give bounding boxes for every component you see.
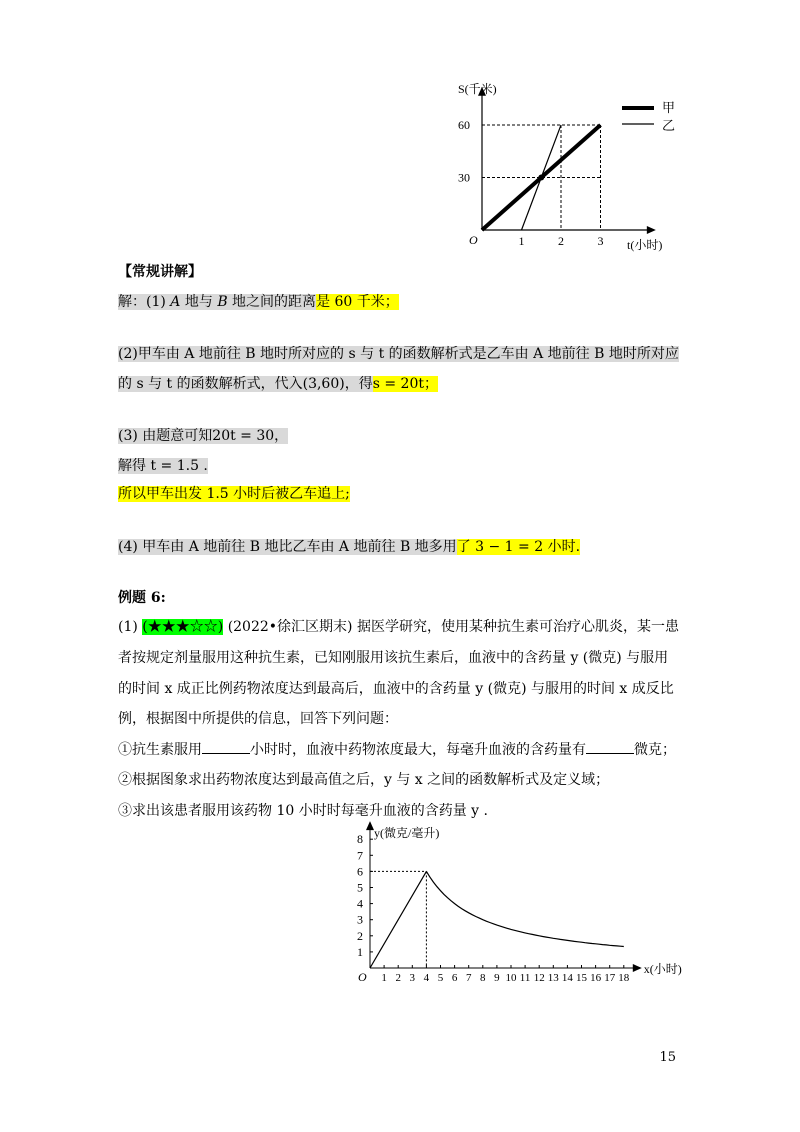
question-1	[118, 739, 676, 760]
x-tick-label-2: 2	[558, 234, 564, 248]
solution-part2-line2	[118, 374, 438, 394]
chart2-series	[370, 871, 624, 968]
series-decay-curve	[426, 871, 623, 946]
sol3-answer: 所以甲车出发 1.5 小时后被乙车追上;	[118, 486, 350, 502]
sol1-answer: 是 60 千米；	[316, 294, 399, 310]
solution-part2-line1	[118, 344, 679, 364]
question-2: ②根据图象求出药物浓度达到最高值之后，y 与 x 之间的函数解析式及定义域；	[118, 772, 610, 788]
y-tick-label-5: 5	[357, 880, 363, 895]
chart2-axes	[366, 821, 642, 972]
x-tick-label-3: 3	[597, 234, 604, 248]
y-tick-label-1: 1	[357, 944, 363, 959]
x-tick-label-14: 14	[561, 972, 573, 984]
q1-text-a: ①抗生素服用	[118, 742, 202, 758]
x-tick-label-18: 18	[618, 972, 630, 984]
section-heading: 【常规讲解】	[118, 264, 202, 280]
solution-part4	[118, 537, 580, 557]
x-axis-arrow	[647, 226, 656, 234]
sol4-answer: 了 3 − 1 = 2 小时.	[456, 539, 581, 555]
x-tick-label-10: 10	[505, 972, 517, 984]
sol2-line2-text: 的 s 与 t 的函数解析式，代入(3,60)，得	[118, 376, 373, 392]
origin-label: O	[358, 970, 367, 984]
x-tick-label-6: 6	[451, 972, 458, 984]
example-part-num: (1)	[118, 619, 138, 635]
example-para-line2: 者按规定剂量服用这种抗生素，已知刚服用该抗生素后，血液中的含药量 y (微克) 与服用	[118, 650, 669, 666]
example-para-line1	[118, 617, 679, 637]
answer-blank-amount[interactable]	[586, 739, 634, 754]
solution-part3-line1	[118, 426, 288, 446]
y-tick-label-3: 3	[357, 912, 363, 927]
chart1-legend	[622, 100, 675, 133]
x-tick-label-11: 11	[519, 972, 531, 984]
y-tick-label-30: 30	[458, 170, 470, 185]
example-para-line3: 的时间 x 成正比例药物浓度达到最高后，血液中的含药量 y (微克) 与服用的时间 x 成反比	[118, 681, 674, 697]
solution-part3-line3	[118, 484, 350, 504]
sol2-answer: s = 20t；	[372, 376, 438, 392]
y-axis-label: y(微克/毫升)	[374, 826, 440, 840]
y-tick-label-8: 8	[357, 832, 363, 847]
x-tick-label-5: 5	[437, 972, 444, 984]
solution-part3-line2	[118, 456, 208, 476]
question-3: ③求出该患者服用该药物 10 小时时每毫升血液的含药量 y .	[118, 803, 488, 819]
y-axis-arrow	[366, 821, 374, 830]
x-tick-label-15: 15	[576, 972, 587, 984]
x-tick-label-3: 3	[409, 972, 416, 984]
sol1-d: 地之间的距离	[227, 294, 317, 310]
intersection-point	[538, 175, 544, 181]
x-tick-label-17: 17	[604, 972, 616, 984]
q1-text-c: 微克；	[634, 742, 676, 758]
x-tick-label-16: 16	[590, 972, 602, 984]
example-title: 例题 6:	[118, 590, 166, 606]
y-tick-label-7: 7	[357, 848, 363, 863]
x-axis-arrow	[633, 964, 642, 972]
x-tick-label-1: 1	[381, 972, 387, 984]
example-para-line4: 例，根据图中所提供的信息，回答下列问题：	[118, 711, 398, 727]
sol1-b: 地与	[180, 294, 218, 310]
x-tick-label-12: 12	[533, 972, 545, 984]
y-tick-label-6: 6	[357, 864, 363, 879]
y-tick-label-2: 2	[357, 928, 363, 943]
y-axis-label: S(千米)	[458, 81, 497, 96]
x-tick-label-13: 13	[547, 972, 559, 984]
x-tick-label-4: 4	[423, 972, 430, 984]
sol1-a: A	[170, 294, 181, 310]
sol1-prefix: 解：(1)	[118, 294, 171, 310]
example-line1-text: (2022•徐汇区期末) 据医学研究，使用某种抗生素可治疗心肌炎，某一患	[227, 619, 679, 635]
y-tick-label-60: 60	[458, 118, 470, 132]
difficulty-stars: (★★★☆☆)	[142, 619, 224, 635]
sol1-c: B	[217, 294, 228, 310]
sol3-line1-text: (3) 由题意可知20t = 30，	[118, 428, 289, 444]
drug-concentration-chart	[335, 825, 680, 995]
x-tick-label-8: 8	[480, 972, 486, 984]
sol3-line2-text: 解得 t = 1.5 .	[118, 458, 208, 474]
x-tick-label-1: 1	[518, 234, 525, 248]
legend-label-jia: 甲	[662, 100, 676, 115]
solution-part1	[118, 292, 399, 312]
answer-blank-hours[interactable]	[202, 739, 250, 754]
series-rise-line	[370, 871, 426, 968]
x-tick-label-9: 9	[494, 972, 500, 984]
chart2-labels	[357, 825, 682, 984]
legend-label-yi: 乙	[662, 118, 676, 133]
page-number: 15	[659, 1050, 676, 1065]
sol2-line1-text: (2)甲车由 A 地前往 B 地时所对应的 s 与 t 的函数解析式是乙车由 A 地前往 B 地时所对应	[118, 346, 679, 362]
x-axis-label: t(小时)	[627, 238, 663, 252]
sol4-text: (4) 甲车由 A 地前往 B 地比乙车由 A 地前往 B 地多用	[118, 539, 457, 555]
origin-label: O	[469, 233, 478, 247]
x-axis-label: x(小时)	[643, 962, 682, 976]
distance-time-chart	[440, 81, 700, 260]
x-tick-label-7: 7	[465, 972, 472, 984]
q1-text-b: 小时时，血液中药物浓度最大，每毫升血液的含药量有	[250, 742, 586, 758]
x-tick-label-2: 2	[395, 972, 401, 984]
y-tick-label-4: 4	[357, 896, 363, 911]
